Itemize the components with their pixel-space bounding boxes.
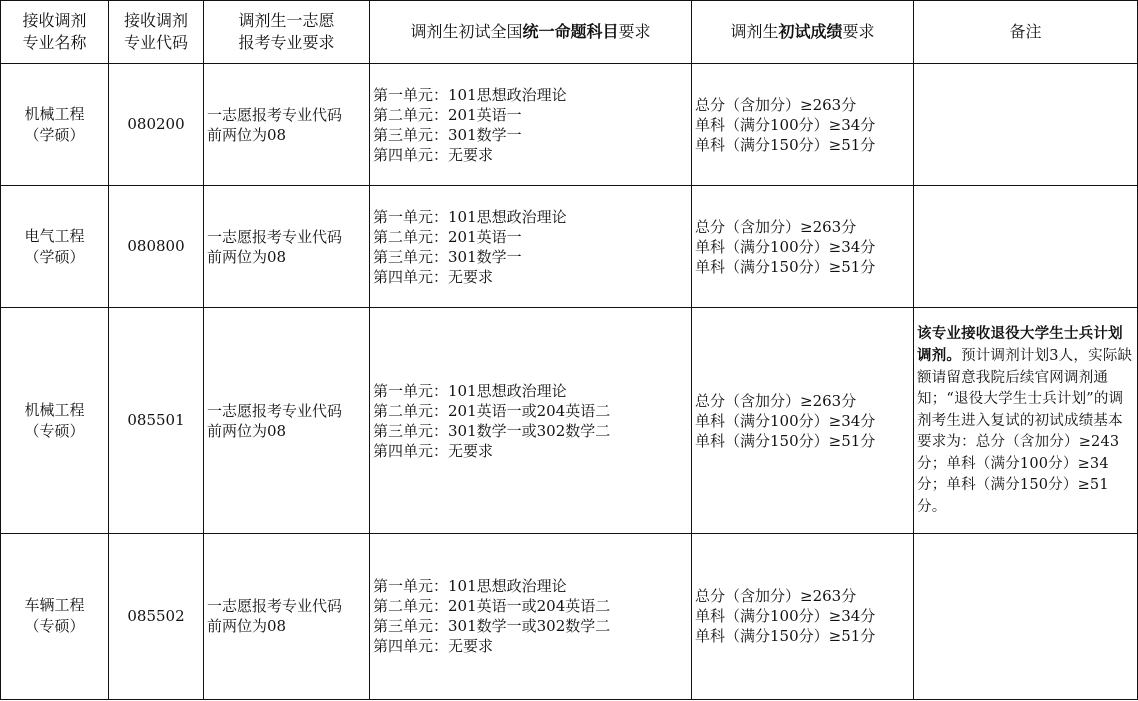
- major-name-cell: [1, 186, 109, 308]
- subject-line: 第三单元：301数学一: [373, 125, 522, 144]
- first-choice-cell: [204, 533, 370, 699]
- first-choice-line: 前两位为08: [207, 617, 287, 636]
- header-score-requirements: 调剂生初试成绩要求: [692, 1, 914, 64]
- score-line: 单科（满分100分）≥34分: [695, 237, 876, 256]
- score-requirements-cell: [692, 64, 914, 186]
- major-code-cell: 085501: [109, 308, 204, 533]
- score-line: 总分（含加分）≥263分: [695, 95, 857, 114]
- table-row: [1, 308, 1138, 533]
- score-line: 总分（含加分）≥263分: [695, 391, 857, 410]
- first-choice-line: 一志愿报考专业代码: [207, 227, 343, 246]
- major-code-cell: 080200: [109, 64, 204, 186]
- remarks-cell: [914, 64, 1138, 186]
- subject-line: 第一单元：101思想政治理论: [373, 207, 567, 226]
- subject-line: 第四单元：无要求: [373, 637, 494, 656]
- header-major-name: 接收调剂 专业名称: [1, 1, 109, 64]
- subject-line: 第一单元：101思想政治理论: [373, 577, 567, 596]
- table-row: [1, 186, 1138, 308]
- remarks-cell: [914, 533, 1138, 699]
- subject-line: 第一单元：101思想政治理论: [373, 85, 567, 104]
- remarks-cell: [914, 308, 1138, 533]
- major-name-line: 机械工程: [24, 400, 85, 419]
- remarks-highlight: 该专业接收退役大学生士兵计划调剂。: [917, 324, 1123, 365]
- exam-subjects-cell: [370, 308, 692, 533]
- table-row: [1, 64, 1138, 186]
- major-name-line: （专硕）: [24, 617, 85, 636]
- table-row: [1, 533, 1138, 699]
- score-line: 总分（含加分）≥263分: [695, 587, 857, 606]
- first-choice-cell: [204, 186, 370, 308]
- exam-subjects-cell: [370, 186, 692, 308]
- first-choice-line: 前两位为08: [207, 247, 287, 266]
- major-name-line: 电气工程: [24, 226, 85, 245]
- first-choice-line: 一志愿报考专业代码: [207, 401, 343, 420]
- subject-line: 第二单元：201英语一: [373, 105, 522, 124]
- remarks-cell: [914, 186, 1138, 308]
- subject-line: 第四单元：无要求: [373, 441, 494, 460]
- exam-subjects-cell: [370, 533, 692, 699]
- first-choice-line: 前两位为08: [207, 421, 287, 440]
- header-remarks: 备注: [914, 1, 1138, 64]
- score-line: 单科（满分100分）≥34分: [695, 411, 876, 430]
- exam-subjects-cell: [370, 64, 692, 186]
- score-line: 单科（满分150分）≥51分: [695, 627, 876, 646]
- major-name-line: 车辆工程: [24, 596, 85, 615]
- score-line: 单科（满分100分）≥34分: [695, 607, 876, 626]
- major-name-line: 机械工程: [24, 104, 85, 123]
- major-name-line: （专硕）: [24, 421, 85, 440]
- score-line: 单科（满分150分）≥51分: [695, 431, 876, 450]
- major-name-line: （学硕）: [24, 247, 85, 266]
- major-name-cell: [1, 64, 109, 186]
- header-first-choice: 调剂生一志愿 报考专业要求: [204, 1, 370, 64]
- subject-line: 第三单元：301数学一或302数学二: [373, 421, 611, 440]
- score-line: 单科（满分150分）≥51分: [695, 257, 876, 276]
- major-name-line: （学硕）: [24, 125, 85, 144]
- first-choice-line: 一志愿报考专业代码: [207, 597, 343, 616]
- score-requirements-cell: [692, 186, 914, 308]
- remarks-text: 预计调剂计划3人，实际缺额请留意我院后续官网调剂通知；“退役大学生士兵计划”的调剂考生进入复试的初试成绩基本要求为：总分（含加分）≥243分；单科（满分100分）≥34分；单科（满分150分）≥51分。: [917, 348, 1133, 515]
- subject-line: 第三单元：301数学一或302数学二: [373, 617, 611, 636]
- subject-line: 第三单元：301数学一: [373, 247, 522, 266]
- subject-line: 第一单元：101思想政治理论: [373, 381, 567, 400]
- major-name-cell: [1, 308, 109, 533]
- first-choice-line: 前两位为08: [207, 125, 287, 144]
- major-code-cell: 080800: [109, 186, 204, 308]
- first-choice-cell: [204, 308, 370, 533]
- score-line: 单科（满分100分）≥34分: [695, 115, 876, 134]
- header-exam-subjects: 调剂生初试全国统一命题科目要求: [370, 1, 692, 64]
- score-line: 单科（满分150分）≥51分: [695, 135, 876, 154]
- score-requirements-cell: [692, 308, 914, 533]
- subject-line: 第二单元：201英语一: [373, 227, 522, 246]
- first-choice-line: 一志愿报考专业代码: [207, 105, 343, 124]
- subject-line: 第二单元：201英语一或204英语二: [373, 597, 611, 616]
- major-code-cell: 085502: [109, 533, 204, 699]
- header-major-code: 接收调剂 专业代码: [109, 1, 204, 64]
- score-requirements-cell: [692, 533, 914, 699]
- major-name-cell: [1, 533, 109, 699]
- subject-line: 第四单元：无要求: [373, 267, 494, 286]
- subject-line: 第二单元：201英语一或204英语二: [373, 401, 611, 420]
- first-choice-cell: [204, 64, 370, 186]
- header-row: [1, 1, 1138, 64]
- score-line: 总分（含加分）≥263分: [695, 217, 857, 236]
- subject-line: 第四单元：无要求: [373, 145, 494, 164]
